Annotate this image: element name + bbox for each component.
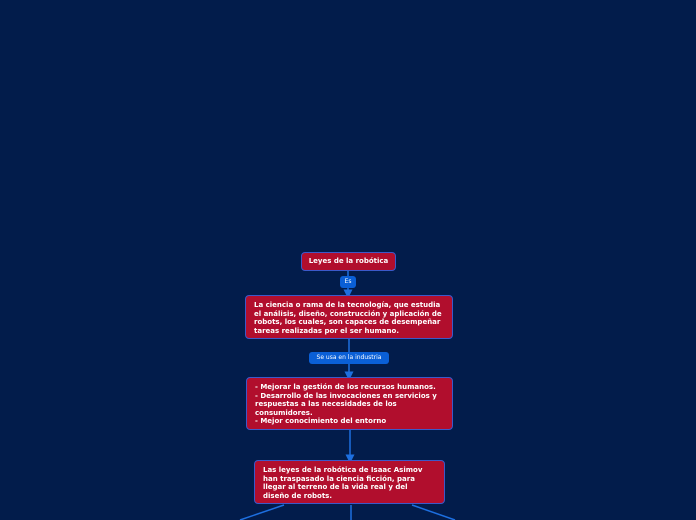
benefits-node[interactable]: - Mejorar la gestión de los recursos humanos. - Desarrollo de las invocaciones en servicios y respuestas a las necesidades de los consumidores. - Mejor conocimiento del entorno xyxy=(246,377,453,430)
link-label-industria[interactable]: Se usa en la industria xyxy=(309,352,389,364)
root-node-title[interactable]: Leyes de la robótica xyxy=(301,252,396,271)
asimov-node[interactable]: Las leyes de la robótica de Isaac Asimov han traspasado la ciencia ficción, para llegar al terreno de la vida real y del diseño de robots. xyxy=(254,460,445,504)
definition-node[interactable]: La ciencia o rama de la tecnología, que estudia el análisis, diseño, construcción y aplicación de robots, los cuales, son capaces de desempeñar tareas realizadas por el ser humano. xyxy=(245,295,453,339)
connector-asimov-branch-left xyxy=(240,505,284,520)
link-label-es[interactable]: Es xyxy=(340,276,356,288)
connector-asimov-branch-right xyxy=(412,505,455,520)
